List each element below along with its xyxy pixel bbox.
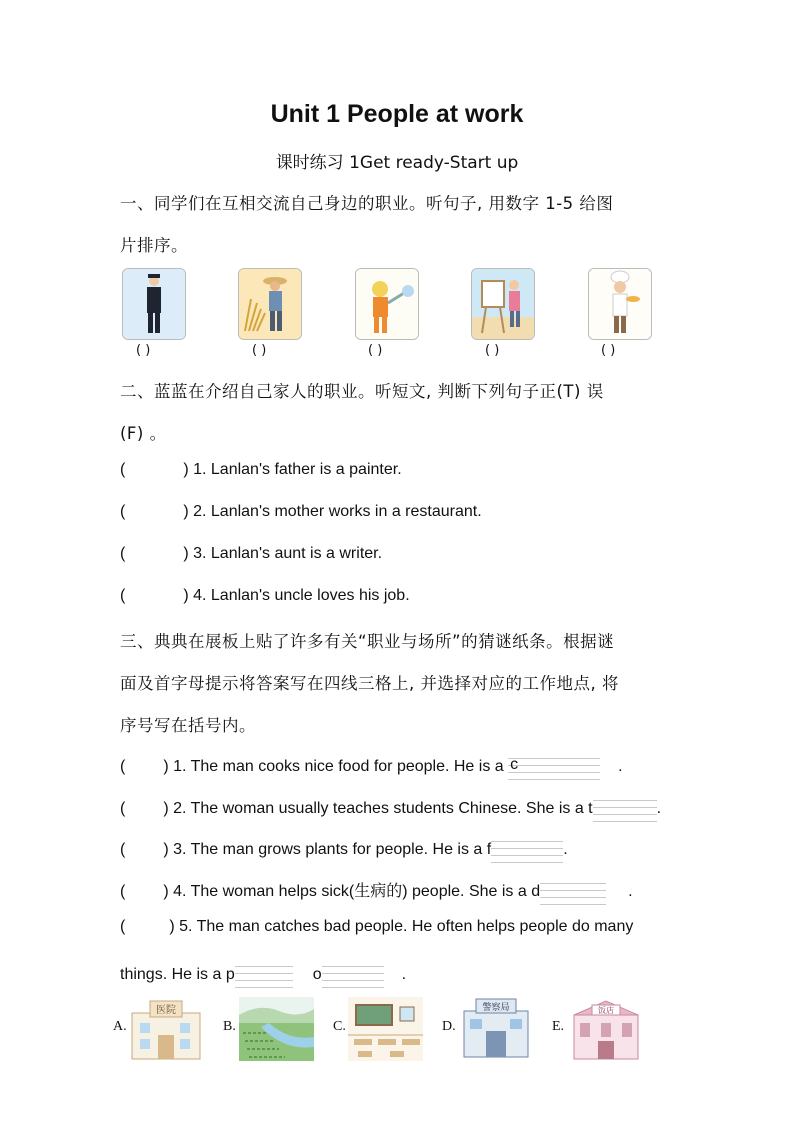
item-text: 4. The woman helps sick(生病的) people. She is a d (173, 883, 541, 901)
answer-blank-5[interactable]: ( ) (601, 343, 616, 358)
riddle-item-3 (120, 835, 568, 865)
true-false-item (120, 461, 402, 479)
riddle-item-5-cont (120, 960, 406, 990)
firefighter-picture (355, 268, 419, 340)
hospital-sign: 医院 (156, 1005, 176, 1016)
section1-instruction-cont: 片排序。 (120, 236, 188, 255)
painter-picture (471, 268, 535, 340)
answer-blank[interactable]: ( (120, 503, 126, 520)
item-text: 1. The man cooks nice food for people. He is a (173, 758, 504, 776)
page-subtitle: 课时练习 1Get ready-Start up (275, 153, 519, 173)
answer-blank-close: ) (163, 841, 169, 859)
true-false-item (120, 545, 382, 563)
answer-blank[interactable]: ( (120, 587, 126, 604)
section3-instruction-cont: 面及首字母提示将答案写在四线三格上, 并选择对应的工作地点, 将 (120, 674, 619, 693)
item-text: 2. The woman usually teaches students Chinese. She is a t (173, 800, 593, 818)
item-text: 2. Lanlan's mother works in a restaurant. (193, 503, 482, 520)
hint-letter: c (510, 756, 519, 773)
riddle-item-2 (120, 794, 661, 824)
answer-blank-close: ) (183, 461, 189, 478)
place-label-c: C. (333, 1019, 346, 1034)
four-line-grid[interactable] (235, 960, 293, 990)
end-period: . (563, 841, 568, 859)
answer-blank-close: ) (183, 587, 189, 604)
item-text: 5. The man catches bad people. He often helps people do many (179, 918, 634, 935)
restaurant-sign: 饭店 (598, 1006, 614, 1015)
restaurant-picture (568, 997, 643, 1061)
answer-blank-4[interactable]: ( ) (485, 343, 500, 358)
answer-blank[interactable]: ( (120, 800, 126, 818)
end-period: . (618, 758, 623, 776)
answer-blank-1[interactable]: ( ) (136, 343, 151, 358)
four-line-grid[interactable] (508, 752, 600, 782)
answer-blank-close: ) (163, 758, 169, 776)
item-text: 3. The man grows plants for people. He is a f (173, 841, 492, 859)
answer-blank-3[interactable]: ( ) (368, 343, 383, 358)
end-period: . (656, 800, 662, 818)
item-text: 4. Lanlan's uncle loves his job. (193, 587, 410, 604)
item-text: things. He is a p (120, 966, 235, 984)
answer-blank-close: ) (163, 883, 169, 901)
riddle-item-4 (120, 877, 633, 907)
true-false-item (120, 503, 482, 521)
cook-picture (588, 268, 652, 340)
place-label-d: D. (442, 1019, 456, 1034)
answer-blank[interactable]: ( (120, 545, 126, 562)
police-station-sign: 警察局 (482, 1003, 510, 1013)
place-label-e: E. (552, 1019, 565, 1034)
end-period: . (401, 966, 407, 984)
section2-instruction-cont: (F) 。 (120, 424, 167, 443)
place-label-a: A. (113, 1019, 127, 1034)
item-text: 1. Lanlan's father is a painter. (193, 461, 402, 478)
four-line-grid[interactable] (491, 835, 563, 865)
section1-instruction: 一、同学们在互相交流自己身边的职业。听句子, 用数字 1-5 给图 (120, 194, 614, 213)
section2-instruction: 二、蓝蓝在介绍自己家人的职业。听短文, 判断下列句子正(T) 误 (120, 382, 604, 401)
item-text: 3. Lanlan's aunt is a writer. (193, 545, 383, 562)
riddle-item-1 (120, 752, 623, 782)
farmer-picture (238, 268, 302, 340)
police-station-picture (458, 997, 533, 1061)
end-period: . (628, 883, 633, 901)
page-title: Unit 1 People at work (270, 100, 524, 128)
place-label-b: B. (223, 1019, 236, 1034)
answer-blank-close: ) (169, 918, 175, 935)
answer-blank[interactable]: ( (120, 758, 126, 776)
answer-blank[interactable]: ( (120, 841, 126, 859)
farm-field-picture (239, 997, 314, 1061)
riddle-item-5 (120, 918, 633, 936)
answer-blank[interactable]: ( (120, 883, 126, 901)
police-officer-picture (122, 268, 186, 340)
hospital-picture (128, 997, 203, 1061)
answer-blank[interactable]: ( (120, 918, 126, 935)
answer-blank-2[interactable]: ( ) (252, 343, 267, 358)
true-false-item (120, 587, 410, 605)
answer-blank-close: ) (183, 503, 189, 520)
answer-blank[interactable]: ( (120, 461, 126, 478)
answer-blank-close: ) (163, 800, 169, 818)
hint-letter: o (312, 966, 322, 984)
four-line-grid[interactable] (593, 794, 657, 824)
four-line-grid[interactable] (540, 877, 606, 907)
section3-instruction: 三、典典在展板上贴了许多有关“职业与场所”的猜谜纸条。根据谜 (120, 632, 615, 651)
classroom-picture (348, 997, 423, 1061)
answer-blank-close: ) (183, 545, 189, 562)
section3-instruction-cont2: 序号写在括号内。 (120, 716, 256, 735)
four-line-grid[interactable] (322, 960, 384, 990)
